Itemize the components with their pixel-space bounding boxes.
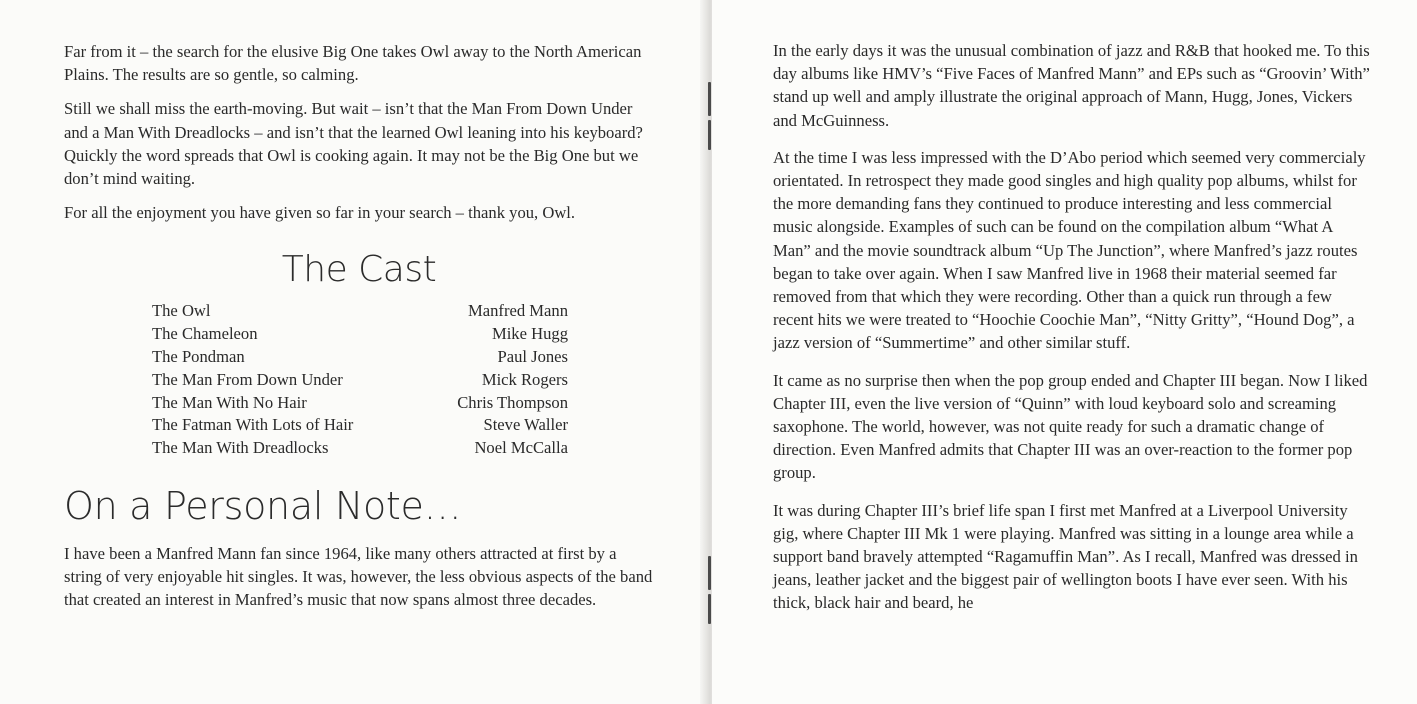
cast-role: The Man From Down Under xyxy=(152,369,343,389)
right-paragraph-2: At the time I was less impressed with the D’Abo period which seemed very commercialy orientated. In retrospect they made good singles and high quality pop albums, whilst for the more demanding fans they continued to produce interesting and less commercial music alongside. Examples of such can be found on the compilation album “What A Man” and the movie soundtrack album “Up The Junction”, where Manfred’s jazz routes began to take over again. When I saw Manfred live in 1968 their material seemed far removed from that which they were recording. Other than a quick run through a few recent hits we were treated to “Hoochie Coochie Man”, “Nitty Gritty”, “Hound Dog”, a jazz version of “Summertime” and other similar stuff. xyxy=(773,147,1366,353)
cast-name: Chris Thompson xyxy=(457,392,568,412)
left-paragraph-3: For all the enjoyment you have given so far in your search – thank you, Owl. xyxy=(64,203,576,223)
cast-row xyxy=(152,346,568,369)
cast-heading: The Cast xyxy=(281,249,437,291)
staple-top xyxy=(708,82,711,116)
right-page xyxy=(712,0,1417,704)
cast-role: The Pondman xyxy=(152,347,245,367)
personal-note-heading: On a Personal Note… xyxy=(64,484,462,528)
cast-row xyxy=(152,300,568,323)
right-paragraph-4: It was during Chapter III’s brief life span I first met Manfred at a Liverpool University gig, where Chapter III Mk 1 were playing. Manfred was sitting in a lounge area while a support band bravely attempted “Ragamuffin Man”. As I recall, Manfred was dressed in jeans, leather jacket and the biggest pair of wellington boots I have ever seen. With his thick, black hair and beard, he xyxy=(773,500,1358,613)
staple-bottom-lower xyxy=(708,594,711,624)
right-paragraph-3: It came as no surprise then when the pop group ended and Chapter III began. Now I liked Chapter III, even the live version of “Quinn” with loud keyboard solo and screaming saxophone. The world, however, was not quite ready for such a dramatic change of direction. Even Manfred admits that Chapter III was an over-reaction to the former pop group. xyxy=(773,370,1368,483)
cast-role: The Owl xyxy=(152,301,211,321)
cast-row xyxy=(152,392,568,415)
staple-top-lower xyxy=(708,120,711,150)
staple-bottom xyxy=(708,556,711,590)
cast-name: Mick Rogers xyxy=(481,369,568,389)
cast-name: Mike Hugg xyxy=(491,324,568,344)
cast-row xyxy=(152,437,568,460)
cast-row xyxy=(152,323,568,346)
left-page xyxy=(0,0,706,704)
cast-role: The Man With No Hair xyxy=(152,392,307,412)
cast-role: The Fatman With Lots of Hair xyxy=(152,415,354,435)
cast-row xyxy=(152,414,568,437)
cast-name: Noel McCalla xyxy=(474,438,568,458)
left-paragraph-2: Still we shall miss the earth-moving. But wait – isn’t that the Man From Down Under and a Man With Dreadlocks – and isn’t that the learned Owl leaning into his keyboard? Quickly the word spreads that Owl is cooking again. It may not be the Big One but we don’t mind waiting. xyxy=(64,99,643,189)
cast-name: Manfred Mann xyxy=(468,301,568,321)
personal-note-paragraph: I have been a Manfred Mann fan since 1964, like many others attracted at first by a string of very enjoyable hit singles. It was, however, the less obvious aspects of the band that created an interest in Manfred’s music that now spans almost three decades. xyxy=(64,544,653,610)
cast-role: The Man With Dreadlocks xyxy=(152,438,329,458)
cast-list xyxy=(152,300,568,460)
cast-name: Steve Waller xyxy=(483,415,568,435)
right-paragraph-1: In the early days it was the unusual combination of jazz and R&B that hooked me. To this day albums like HMV’s “Five Faces of Manfred Mann” and EPs such as “Groovin’ With” stand up well and amply illustrate the original approach of Mann, Hugg, Jones, Vickers and McGuinness. xyxy=(773,41,1370,130)
cast-row xyxy=(152,369,568,392)
cast-name: Paul Jones xyxy=(497,347,568,367)
cast-role: The Chameleon xyxy=(152,324,258,344)
left-paragraph-1: Far from it – the search for the elusive Big One takes Owl away to the North American Plains. The results are so gentle, so calming. xyxy=(64,42,642,85)
